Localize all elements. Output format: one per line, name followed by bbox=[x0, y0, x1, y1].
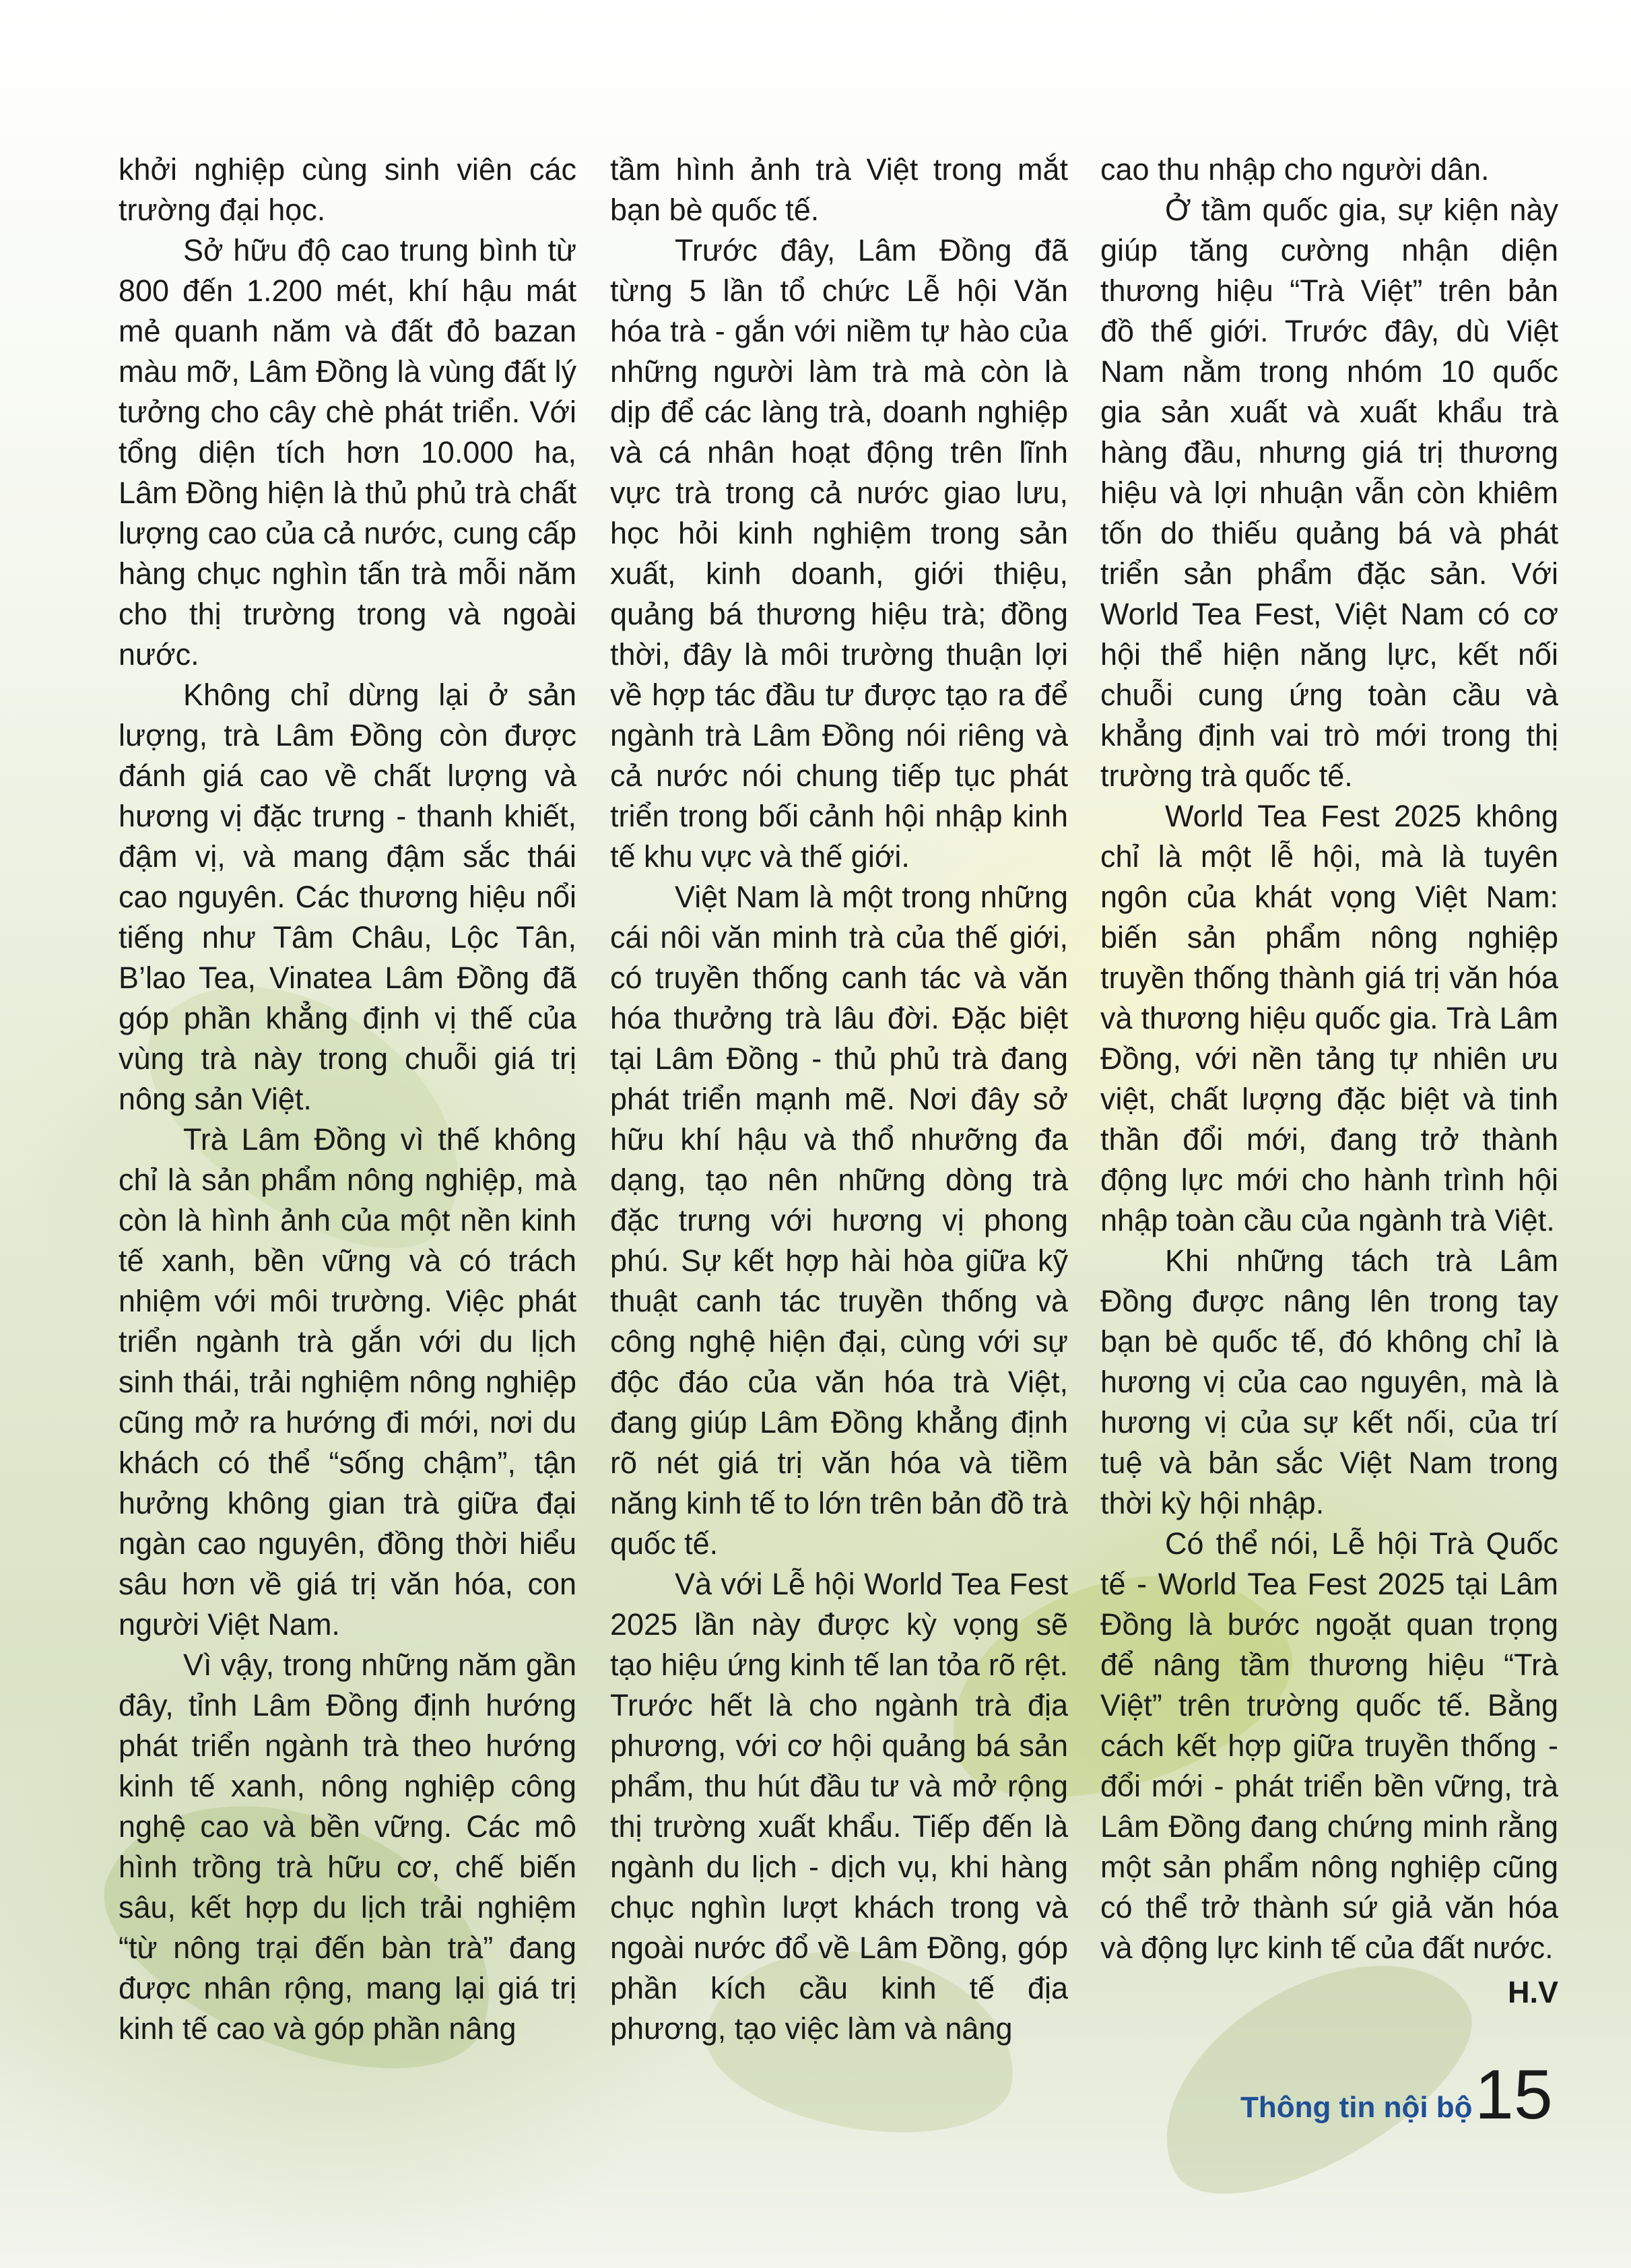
paragraph: Không chỉ dừng lại ở sản lượng, trà Lâm Đồng còn được đánh giá cao về chất lượng và hương vị đặc trưng - thanh khiết, đậm vị, và mang đậm sắc thái cao nguyên. Các thương hiệu nổi tiếng như Tâm Châu, Lộc Tân, B’lao Tea, Vinatea Lâm Đồng đã góp phần khẳng định vị thế của vùng trà này trong chuỗi giá trị nông sản Việt. bbox=[119, 678, 576, 1116]
paragraph: cao thu nhập cho người dân. bbox=[1100, 152, 1490, 187]
publication-name: Thông tin nội bộ bbox=[1240, 2091, 1473, 2124]
paragraph: Và với Lễ hội World Tea Fest 2025 lần này được kỳ vọng sẽ tạo hiệu ứng kinh tế lan tỏa rõ rệt. Trước hết là cho ngành trà địa phương, với cơ hội quảng bá sản phẩm, thu hút đầu tư và mở rộng thị trường xuất khẩu. Tiếp đến là ngành du lịch - dịch vụ, khi hàng chục nghìn lượt khách trong và ngoài nước đổ về Lâm Đồng, góp phần kích cầu kinh tế địa phương, tạo việc làm và nâng bbox=[610, 1567, 1068, 2046]
article-column-3 bbox=[1100, 150, 1558, 2013]
paragraph: Việt Nam là một trong những cái nôi văn minh trà của thế giới, có truyền thống canh tác và văn hóa thưởng trà lâu đời. Đặc biệt tại Lâm Đồng - thủ phủ trà đang phát triển mạnh mẽ. Nơi đây sở hữu khí hậu và thổ nhưỡng đa dạng, tạo nên những dòng trà đặc trưng với hương vị phong phú. Sự kết hợp hài hòa giữa kỹ thuật canh tác truyền thống và công nghệ hiện đại, cùng với sự độc đáo của văn hóa trà Việt, đang giúp Lâm Đồng khẳng định rõ nét giá trị văn hóa và tiềm năng kinh tế to lớn trên bản đồ trà quốc tế. bbox=[610, 880, 1068, 1561]
paragraph: Ở tầm quốc gia, sự kiện này giúp tăng cường nhận diện thương hiệu “Trà Việt” trên bản đồ thế giới. Trước đây, dù Việt Nam nằm trong nhóm 10 quốc gia sản xuất và xuất khẩu trà hàng đầu, nhưng giá trị thương hiệu và lợi nhuận vẫn còn khiêm tốn do thiếu quảng bá và phát triển sản phẩm đặc sản. Với World Tea Fest, Việt Nam có cơ hội thể hiện năng lực, kết nối chuỗi cung ứng toàn cầu và khẳng định vai trò mới trong thị trường trà quốc tế. bbox=[1100, 193, 1558, 793]
author-byline: H.V bbox=[1507, 1975, 1558, 2009]
paragraph: World Tea Fest 2025 không chỉ là một lễ hội, mà là tuyên ngôn của khát vọng Việt Nam: biến sản phẩm nông nghiệp truyền thống thành giá trị văn hóa và thương hiệu quốc gia. Trà Lâm Đồng, với nền tảng tự nhiên ưu việt, chất lượng đặc biệt và tinh thần đổi mới, đang trở thành động lực mới cho hành trình hội nhập toàn cầu của ngành trà Việt. bbox=[1100, 799, 1558, 1237]
paragraph: Có thể nói, Lễ hội Trà Quốc tế - World Tea Fest 2025 tại Lâm Đồng là bước ngoặt quan trọng để nâng tầm thương hiệu “Trà Việt” trên trường quốc tế. Bằng cách kết hợp giữa truyền thống - đổi mới - phát triển bền vững, trà Lâm Đồng đang chứng minh rằng một sản phẩm nông nghiệp cũng có thể trở thành sứ giả văn hóa và động lực kinh tế của đất nước. bbox=[1100, 1526, 1558, 1965]
paragraph: Vì vậy, trong những năm gần đây, tỉnh Lâm Đồng định hướng phát triển ngành trà theo hướng kinh tế xanh, nông nghiệp công nghệ cao và bền vững. Các mô hình trồng trà hữu cơ, chế biến sâu, kết hợp du lịch trải nghiệm “từ nông trại đến bàn trà” đang được nhân rộng, mang lại giá trị kinh tế cao và góp phần nâng bbox=[119, 1648, 576, 2046]
paragraph: Trước đây, Lâm Đồng đã từng 5 lần tổ chức Lễ hội Văn hóa trà - gắn với niềm tự hào của những người làm trà mà còn là dịp để các làng trà, doanh nghiệp và cá nhân hoạt động trên lĩnh vực trà trong cả nước giao lưu, học hỏi kinh nghiệm trong sản xuất, kinh doanh, giới thiệu, quảng bá thương hiệu trà; đồng thời, đây là môi trường thuận lợi về hợp tác đầu tư được tạo ra để ngành trà Lâm Đồng nói riêng và cả nước nói chung tiếp tục phát triển trong bối cảnh hội nhập kinh tế khu vực và thế giới. bbox=[610, 233, 1068, 874]
paragraph: tầm hình ảnh trà Việt trong mắt bạn bè quốc tế. bbox=[610, 152, 1068, 227]
paragraph: Trà Lâm Đồng vì thế không chỉ là sản phẩm nông nghiệp, mà còn là hình ảnh của một nền kinh tế xanh, bền vững và có trách nhiệm với môi trường. Việc phát triển ngành trà gắn với du lịch sinh thái, trải nghiệm nông nghiệp cũng mở ra hướng đi mới, nơi du khách có thể “sống chậm”, tận hưởng không gian trà giữa đại ngàn cao nguyên, đồng thời hiểu sâu hơn về giá trị văn hóa, con người Việt Nam. bbox=[119, 1122, 576, 1642]
paragraph: Khi những tách trà Lâm Đồng được nâng lên trong tay bạn bè quốc tế, đó không chỉ là hương vị của cao nguyên, mà là hương vị của sự kết nối, của trí tuệ và bản sắc Việt Nam trong thời kỳ hội nhập. bbox=[1100, 1243, 1558, 1520]
article-column-1 bbox=[119, 150, 576, 2049]
article-column-2 bbox=[610, 150, 1068, 2049]
page-number: 15 bbox=[1475, 2056, 1553, 2134]
paragraph: khởi nghiệp cùng sinh viên các trường đại học. bbox=[119, 152, 576, 227]
paragraph: Sở hữu độ cao trung bình từ 800 đến 1.200 mét, khí hậu mát mẻ quanh năm và đất đỏ bazan màu mỡ, Lâm Đồng là vùng đất lý tưởng cho cây chè phát triển. Với tổng diện tích hơn 10.000 ha, Lâm Đồng hiện là thủ phủ trà chất lượng cao của cả nước, cung cấp hàng chục nghìn tấn trà mỗi năm cho thị trường trong và ngoài nước. bbox=[119, 233, 576, 672]
